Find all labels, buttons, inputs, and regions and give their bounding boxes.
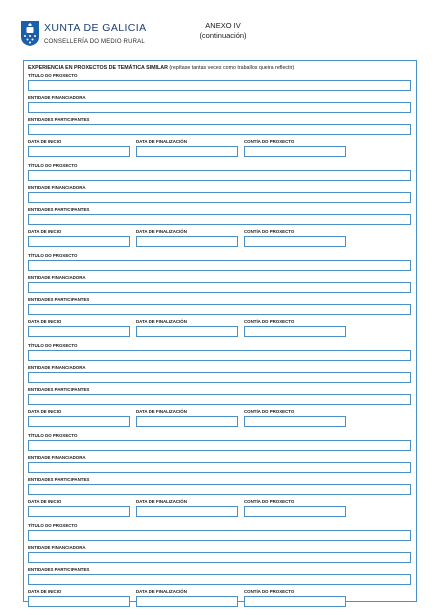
project-title-label: TÍTULO DO PROXECTO (28, 433, 78, 438)
section-note: (repítase tantas veces como traballos queira reflectir) (169, 65, 295, 71)
project-dates-row (28, 589, 411, 607)
funding-entity-field[interactable] (28, 372, 411, 383)
end-date-group (136, 589, 243, 607)
end-date-group (136, 229, 243, 247)
start-date-label: DATA DE INICIO (28, 409, 62, 414)
participating-entities-label: ENTIDADES PARTICIPANTES (28, 567, 90, 572)
start-date-group (28, 499, 135, 517)
participating-entities-field[interactable] (28, 574, 411, 585)
start-date-field[interactable] (28, 146, 130, 157)
funding-entity-label: ENTIDADE FINANCIADORA (28, 365, 86, 370)
start-date-field[interactable] (28, 236, 130, 247)
funding-entity-label: ENTIDADE FINANCIADORA (28, 185, 86, 190)
start-date-field[interactable] (28, 326, 130, 337)
participating-entities-label: ENTIDADES PARTICIPANTES (28, 387, 90, 392)
annex-title: ANEXO IV (205, 21, 241, 30)
end-date-label: DATA DE FINALIZACIÓN (136, 409, 187, 414)
project-entry (28, 433, 411, 522)
xunta-logo (21, 21, 146, 47)
start-date-group (28, 589, 135, 607)
amount-group (244, 409, 351, 427)
end-date-field[interactable] (136, 416, 238, 427)
end-date-label: DATA DE FINALIZACIÓN (136, 499, 187, 504)
start-date-label: DATA DE INICIO (28, 139, 62, 144)
funding-entity-label: ENTIDADE FINANCIADORA (28, 275, 86, 280)
participating-entities-field[interactable] (28, 394, 411, 405)
end-date-label: DATA DE FINALIZACIÓN (136, 139, 187, 144)
project-entry (28, 253, 411, 342)
participating-entities-label: ENTIDADES PARTICIPANTES (28, 207, 90, 212)
funding-entity-field[interactable] (28, 282, 411, 293)
amount-label: CONTÍA DO PROXECTO (244, 319, 295, 324)
participating-entities-label: ENTIDADES PARTICIPANTES (28, 117, 90, 122)
end-date-field[interactable] (136, 146, 238, 157)
project-title-label: TÍTULO DO PROXECTO (28, 253, 78, 258)
end-date-group (136, 319, 243, 337)
amount-field[interactable] (244, 506, 346, 517)
project-dates-row (28, 319, 411, 337)
amount-field[interactable] (244, 146, 346, 157)
end-date-field[interactable] (136, 326, 238, 337)
amount-label: CONTÍA DO PROXECTO (244, 139, 295, 144)
amount-field[interactable] (244, 326, 346, 337)
start-date-group (28, 229, 135, 247)
amount-field[interactable] (244, 596, 346, 607)
project-dates-row (28, 499, 411, 517)
amount-field[interactable] (244, 416, 346, 427)
amount-field[interactable] (244, 236, 346, 247)
start-date-group (28, 139, 135, 157)
participating-entities-field[interactable] (28, 214, 411, 225)
project-entry (28, 73, 411, 162)
funding-entity-field[interactable] (28, 102, 411, 113)
project-dates-row (28, 229, 411, 247)
department-name: CONSELLERÍA DO MEDIO RURAL (44, 39, 145, 45)
participating-entities-field[interactable] (28, 304, 411, 315)
project-entry (28, 163, 411, 252)
start-date-group (28, 319, 135, 337)
start-date-label: DATA DE INICIO (28, 229, 62, 234)
project-dates-row (28, 409, 411, 427)
amount-label: CONTÍA DO PROXECTO (244, 229, 295, 234)
end-date-group (136, 409, 243, 427)
participating-entities-field[interactable] (28, 124, 411, 135)
project-title-label: TÍTULO DO PROXECTO (28, 523, 78, 528)
annex-subtitle: (continuación) (199, 30, 247, 40)
form-section (23, 60, 417, 602)
end-date-group (136, 499, 243, 517)
amount-group (244, 499, 351, 517)
funding-entity-label: ENTIDADE FINANCIADORA (28, 545, 86, 550)
start-date-field[interactable] (28, 416, 130, 427)
participating-entities-field[interactable] (28, 484, 411, 495)
project-title-field[interactable] (28, 170, 411, 181)
start-date-label: DATA DE INICIO (28, 319, 62, 324)
end-date-label: DATA DE FINALIZACIÓN (136, 589, 187, 594)
funding-entity-label: ENTIDADE FINANCIADORA (28, 455, 86, 460)
project-title-field[interactable] (28, 530, 411, 541)
amount-label: CONTÍA DO PROXECTO (244, 499, 295, 504)
section-title (28, 65, 411, 72)
start-date-label: DATA DE INICIO (28, 499, 62, 504)
funding-entity-field[interactable] (28, 192, 411, 203)
project-entry (28, 343, 411, 432)
amount-group (244, 589, 351, 607)
funding-entity-field[interactable] (28, 552, 411, 563)
amount-label: CONTÍA DO PROXECTO (244, 589, 295, 594)
project-title-field[interactable] (28, 350, 411, 361)
end-date-label: DATA DE FINALIZACIÓN (136, 229, 187, 234)
funding-entity-field[interactable] (28, 462, 411, 473)
end-date-group (136, 139, 243, 157)
org-name: XUNTA DE GALICIA (44, 22, 147, 34)
end-date-field[interactable] (136, 506, 238, 517)
start-date-label: DATA DE INICIO (28, 589, 62, 594)
xunta-crest-icon (21, 21, 39, 46)
project-title-field[interactable] (28, 260, 411, 271)
amount-label: CONTÍA DO PROXECTO (244, 409, 295, 414)
funding-entity-label: ENTIDADE FINANCIADORA (28, 95, 86, 100)
annex-heading (190, 21, 256, 40)
end-date-label: DATA DE FINALIZACIÓN (136, 319, 187, 324)
section-title-text: EXPERIENCIA EN PROXECTOS DE TEMÁTICA SIMILAR (28, 65, 168, 71)
project-entry (28, 523, 411, 612)
project-title-label: TÍTULO DO PROXECTO (28, 343, 78, 348)
project-title-field[interactable] (28, 440, 411, 451)
project-title-label: TÍTULO DO PROXECTO (28, 163, 78, 168)
amount-group (244, 319, 351, 337)
amount-group (244, 229, 351, 247)
start-date-field[interactable] (28, 506, 130, 517)
project-entries (28, 73, 411, 612)
end-date-field[interactable] (136, 596, 238, 607)
participating-entities-label: ENTIDADES PARTICIPANTES (28, 297, 90, 302)
participating-entities-label: ENTIDADES PARTICIPANTES (28, 477, 90, 482)
project-dates-row (28, 139, 411, 157)
amount-group (244, 139, 351, 157)
start-date-group (28, 409, 135, 427)
start-date-field[interactable] (28, 596, 130, 607)
end-date-field[interactable] (136, 236, 238, 247)
project-title-field[interactable] (28, 80, 411, 91)
project-title-label: TÍTULO DO PROXECTO (28, 73, 78, 78)
